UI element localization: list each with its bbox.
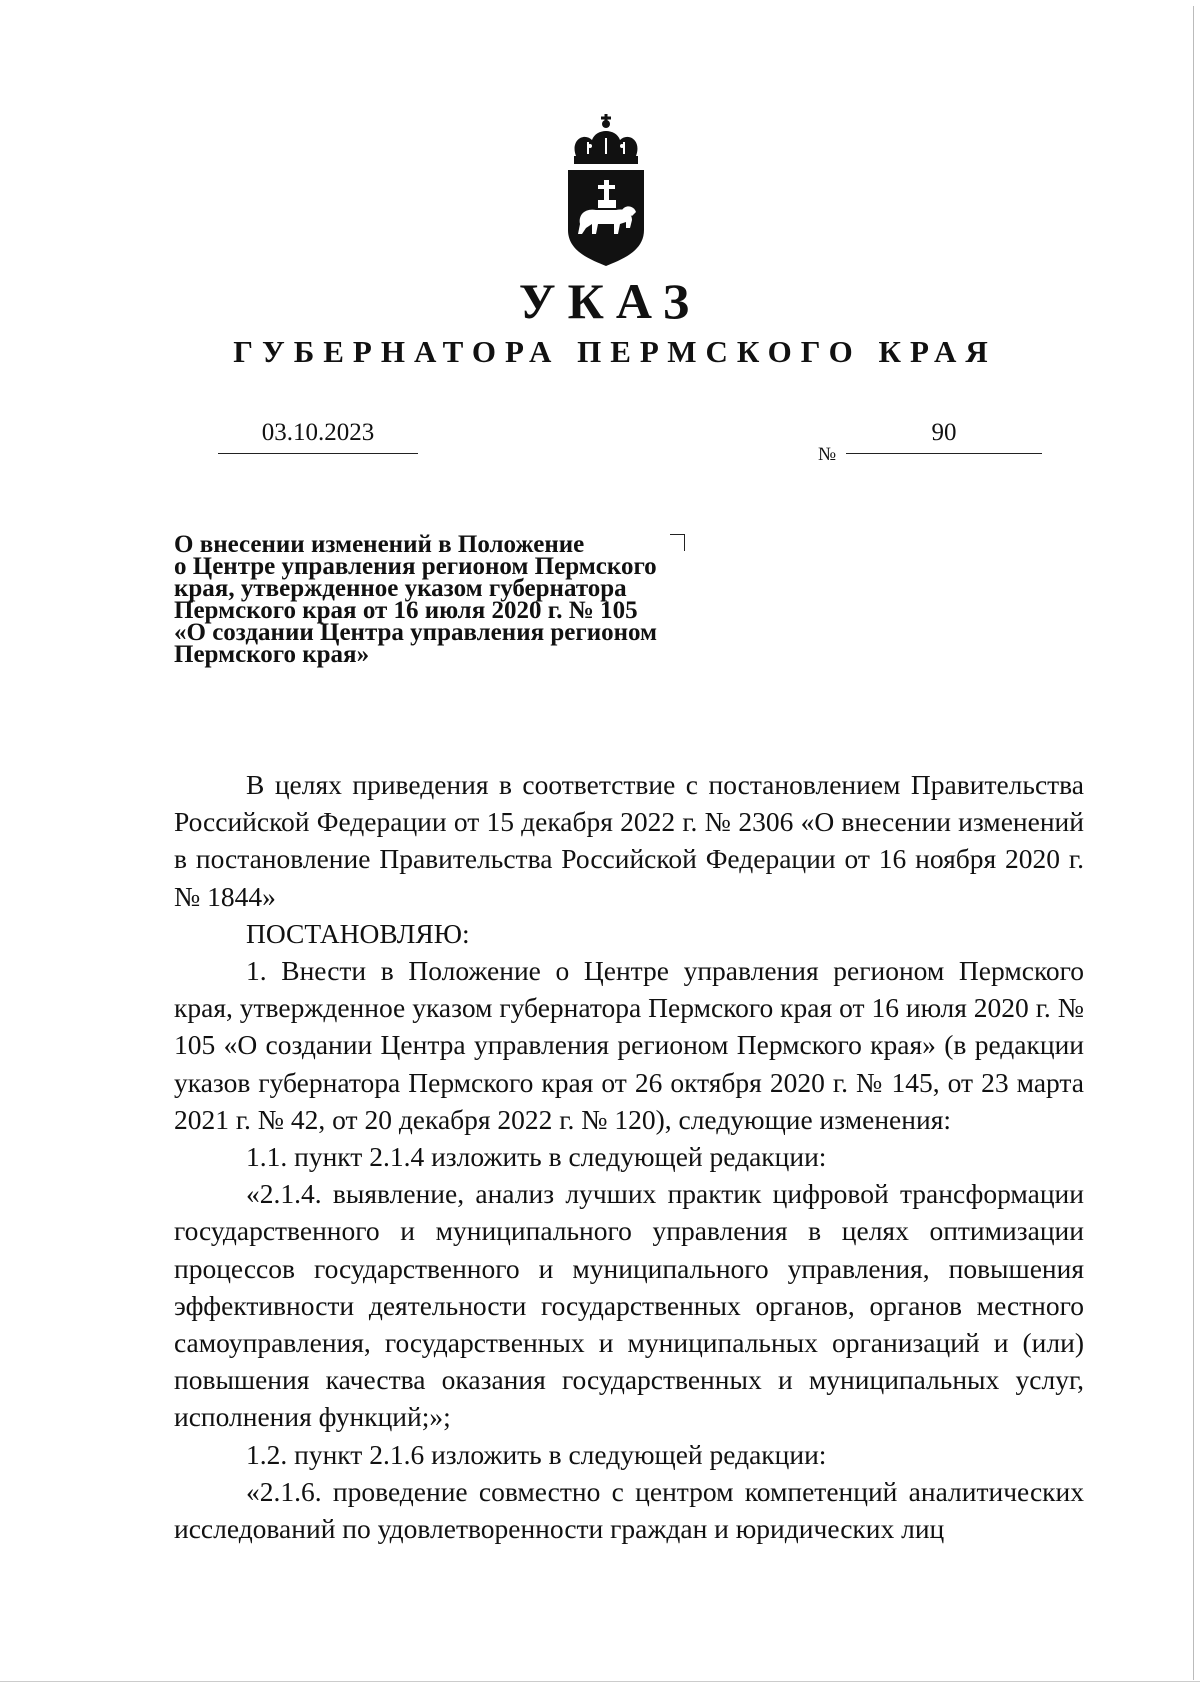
subject-corner-mark	[670, 534, 685, 551]
document-issuer: ГУБЕРНАТОРА ПЕРМСКОГО КРАЯ	[233, 334, 997, 369]
body-paragraph: 1.1. пункт 2.1.4 изложить в следующей редакции:	[246, 1141, 827, 1173]
document-subject	[174, 531, 734, 668]
subject-line: Пермского края от 16 июля 2020 г. № 105	[174, 597, 638, 624]
number-label: №	[818, 444, 837, 465]
subject-line: края, утвержденное указом губернатора	[174, 575, 627, 602]
body-paragraph: 1.2. пункт 2.1.6 изложить в следующей редакции:	[246, 1438, 827, 1470]
document-title: УКАЗ	[518, 273, 702, 329]
decree-keyword: ПОСТАНОВЛЯЮ:	[246, 917, 470, 949]
document-body	[174, 766, 1084, 1547]
body-paragraph: 1. Внести в Положение о Центре управления регионом Пермского края, утвержденное указом губернатора Пермского края от 16 июля 2020 г. № 105 «О создании Центра управления регионом Пермского края» (в редакции указов губернатора Пермского края от 26 октября 2020 г. № 145, от 23 марта 2021 г. № 42, от 20 декабря 2022 г. № 120), следующие изменения:	[174, 955, 1084, 1135]
body-paragraph: В целях приведения в соответствие с постановлением Правительства Российской Федерации от 15 декабря 2022 г. № 2306 «О внесении изменений в постановление Правительства Российской Федерации от 16 ноября 2020 г. № 1844»	[174, 769, 1084, 912]
page-edge-bottom	[0, 1681, 1200, 1682]
coat-of-arms-emblem	[560, 110, 652, 268]
document-date: 03.10.2023	[218, 419, 418, 454]
page-edge-right	[1193, 6, 1194, 1680]
body-paragraph: «2.1.4. выявление, анализ лучших практик цифровой трансформации государственного и муниципального управления в целях оптимизации процессов государственного и муниципального управления, повышения эффективности деятельности государственных органов, органов местного самоуправления, государственных и муниципальных организаций и (или) повышения качества оказания государственных и муниципальных услуг, исполнения функций;»;	[174, 1178, 1084, 1433]
document-number: 90	[846, 419, 1042, 454]
subject-line: о Центре управления регионом Пермского	[174, 553, 657, 580]
subject-line: О внесении изменений в Положение	[174, 531, 585, 558]
body-paragraph: «2.1.6. проведение совместно с центром компетенций аналитических исследований по удовлетворенности граждан и юридических лиц	[174, 1475, 1084, 1545]
subject-line: Пермского края»	[174, 641, 370, 668]
subject-line: «О создании Центра управления регионом	[174, 619, 658, 646]
crown-icon	[574, 114, 638, 164]
